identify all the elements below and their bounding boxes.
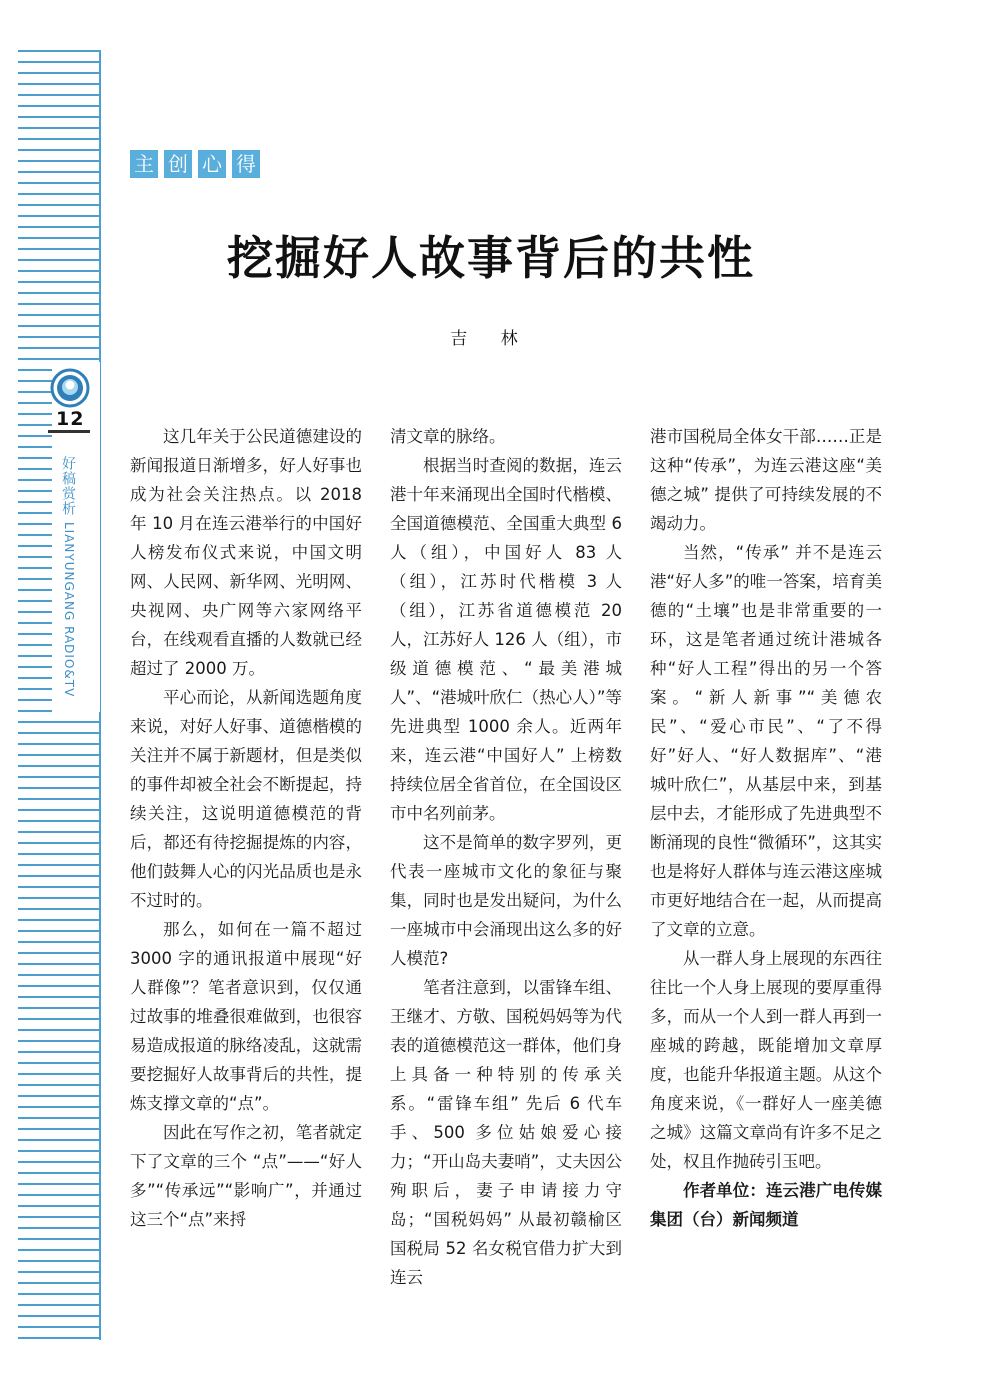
article-author: 吉 林 (450, 329, 532, 349)
section-label-cn: 好稿赏析 (60, 456, 76, 516)
paragraph: 港市国税局全体女干部……正是这种“传承”，为连云港这座“美德之城” 提供了可持续发展的不竭动力。 (650, 427, 882, 533)
circle-emblem-icon (50, 368, 90, 408)
author-affiliation: 作者单位：连云港广电传媒集团（台）新闻频道 (650, 1181, 882, 1229)
paragraph: 因此在写作之初，笔者就定下了文章的三个 “点”——“好人多”“传承远”“影响广”，并通过这三个“点”来捋 (130, 1123, 362, 1229)
paragraph: 这几年关于公民道德建设的新闻报道日渐增多，好人好事也成为社会关注热点。以 2018 年 10 月在连云港举行的中国好人榜发布仪式来说，中国文明网、人民网、新华网、光明网、央视网、央广网等六家网络平台，在线观看直播的人数就已经超过了 2000 万。 (130, 427, 362, 678)
paragraph: 根据当时查阅的数据，连云港十年来涌现出全国时代楷模、全国道德模范、全国重大典型 6 人（组），中国好人 83 人（组），江苏时代楷模 3 人（组），江苏省道德模范 20 人，江苏好人 126 人（组），市级道德模范、“最美港城人”、“港城叶欣仁（热心人）”等先进典型 1000 余人。近两年来，连云港“中国好人” 上榜数持续位居全省首位，在全国设区市中名列前茅。 (390, 456, 622, 823)
column-tag-char: 得 (232, 150, 260, 178)
paragraph: 当然，“传承” 并不是连云港“好人多”的唯一答案，培育美德的“土壤”也是非常重要的一环，这是笔者通过统计港城各种“好人工程”得出的另一个答案。“新人新事”“美德农民”、“爱心市民”、“了不得好”好人、“好人数据库”、“港城叶欣仁”，从基层中来，到基层中去，才能形成了先进典型不断涌现的良性“微循环”，这其实也是将好人群体与连云港这座城市更好地结合在一起，从而提高了文章的立意。 (650, 543, 882, 939)
text-column-3 (650, 422, 882, 1234)
section-label-en: LIANYUNGANG RADIO&TV (62, 522, 76, 698)
paragraph: 清文章的脉络。 (390, 427, 506, 446)
column-tag-char: 心 (198, 150, 226, 178)
column-tag-char: 创 (164, 150, 192, 178)
paragraph: 这不是简单的数字罗列，更代表一座城市文化的象征与聚集，同时也是发出疑问，为什么一座城市中会涌现出这么多的好人模范? (390, 833, 622, 968)
paragraph: 平心而论，从新闻选题角度来说，对好人好事、道德楷模的关注并不属于新题材，但是类似的事件却被全社会不断提起，持续关注，这说明道德模范的背后，都还有待挖掘提炼的内容，他们鼓舞人心的闪光品质也是永不过时的。 (130, 688, 362, 910)
text-column-2 (390, 422, 622, 1292)
page-number: 12 (56, 408, 85, 430)
paragraph: 那么，如何在一篇不超过 3000 字的通讯报道中展现“好人群像”？笔者意识到，仅仅通过故事的堆叠很难做到，也很容易造成报道的脉络凌乱，这就需要挖掘好人故事背后的共性，提炼支撑文章的“点”。 (130, 920, 362, 1113)
page-number-underline (48, 430, 90, 433)
article-title: 挖掘好人故事背后的共性 (227, 231, 755, 285)
text-column-1 (130, 422, 362, 1234)
paragraph: 笔者注意到，以雷锋车组、王继才、方敬、国税妈妈等为代表的道德模范这一群体，他们身上具备一种特别的传承关系。“雷锋车组” 先后 6 代车手、500 多位姑娘爱心接力；“开山岛夫妻哨”，丈夫因公殉职后，妻子申请接力守岛；“国税妈妈” 从最初赣榆区国税局 52 名女税官借力扩大到连云 (390, 978, 622, 1287)
column-tag-char: 主 (130, 150, 158, 178)
column-tag (130, 150, 260, 178)
paragraph: 从一群人身上展现的东西往往比一个人身上展现的要厚重得多，而从一个人到一群人再到一座城的跨越，既能增加文章厚度，也能升华报道主题。从这个角度来说，《一群好人一座美德之城》这篇文章尚有许多不足之处，权且作抛砖引玉吧。 (650, 949, 882, 1171)
